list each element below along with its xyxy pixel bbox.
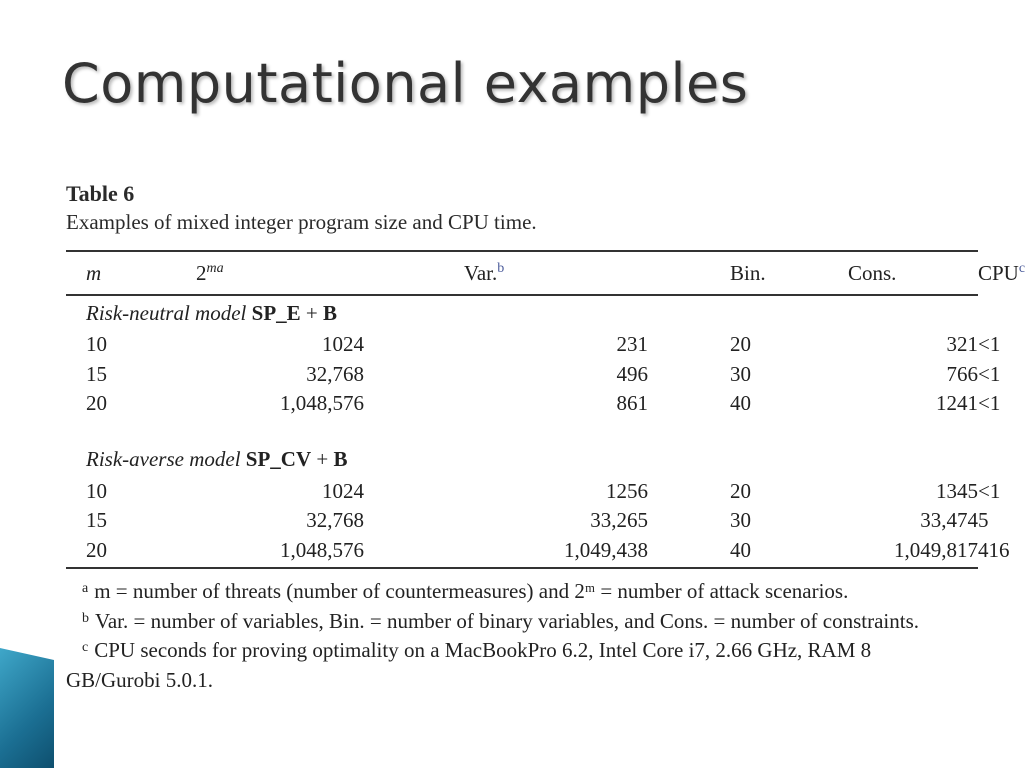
section-spacer	[66, 419, 978, 443]
table-row: 15 32,768 496 30 766 <1	[86, 361, 1001, 386]
footnote-b: b Var. = number of variables, Bin. = number of binary variables, and Cons. = number of constraints.	[82, 608, 920, 633]
table-row: 20 1,048,576 861 40 1241 <1	[86, 391, 1001, 416]
table-block	[66, 180, 1025, 695]
slide-title: Computational examples	[62, 52, 749, 115]
corner-decoration	[0, 648, 54, 768]
results-table	[66, 250, 1025, 569]
footnote-c: c CPU seconds for proving optimality on a MacBookPro 6.2, Intel Core i7, 2.66 GHz, RAM 8 GB/Gurobi 5.0.1.	[66, 638, 872, 692]
header-cons: Cons.	[848, 251, 978, 295]
footnote-a: a m = number of threats (number of countermeasures) and 2ᵐ = number of attack scenarios.	[82, 579, 849, 603]
table-row: 20 1,048,576 1,049,438 40 1,049,817 416	[66, 536, 978, 569]
header-2m: $2^{ma}$	[148, 251, 364, 295]
section-label-risk-neutral: Risk-neutral model SP_E + B	[86, 300, 338, 325]
table-row: 15 32,768 33,265 30 33,474 5	[86, 508, 989, 533]
table-footnotes	[66, 577, 934, 695]
table-number: Table 6	[66, 181, 135, 206]
table-caption: Examples of mixed integer program size and CPU time.	[66, 210, 537, 234]
table-row: 10 1024 1256 20 1345 <1	[86, 478, 1001, 503]
section-label-risk-averse: Risk-averse model SP_CV + B	[86, 447, 348, 471]
table-header-row: m $2^{ma}$ Var.$^b$ Bin. Cons. CPU$^c$	[66, 251, 978, 295]
header-var: Var.$^b$	[364, 251, 648, 295]
header-bin: Bin.	[648, 251, 848, 295]
header-m: m	[66, 251, 148, 295]
table-row: 10 1024 231 20 321 <1	[86, 332, 1001, 357]
